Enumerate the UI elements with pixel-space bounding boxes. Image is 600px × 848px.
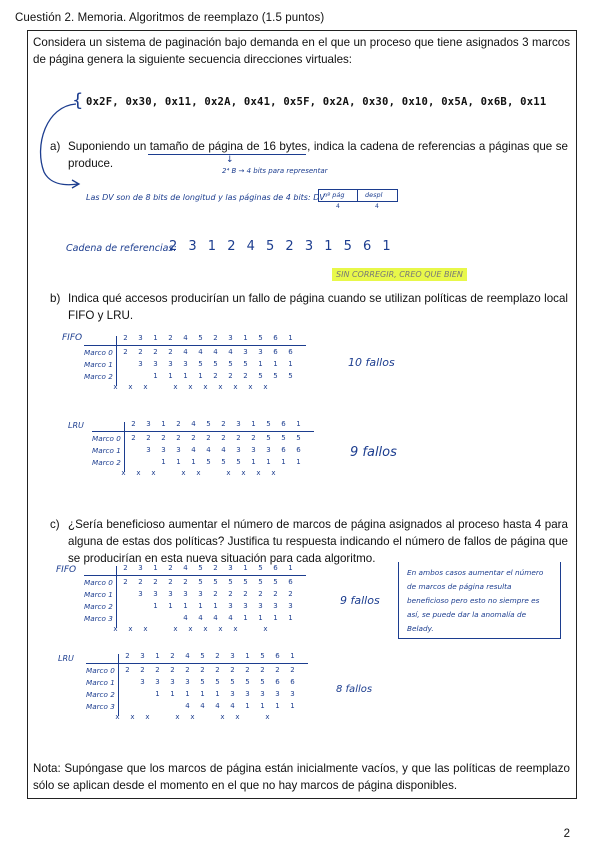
frame-cell: 5 — [245, 678, 250, 686]
frame-cell: 2 — [290, 666, 295, 674]
dv-field-divider — [357, 190, 358, 201]
table-header-cell: 3 — [228, 564, 233, 572]
fault-mark: x — [136, 469, 141, 477]
frame-cell: 2 — [213, 372, 218, 380]
table-header-cell: 6 — [281, 420, 286, 428]
frame-cell: 3 — [251, 446, 256, 454]
frame-cell: 3 — [275, 690, 280, 698]
table-header-cell: 3 — [236, 420, 241, 428]
fault-mark: x — [220, 713, 225, 721]
frame-label: Marco 2 — [92, 458, 121, 467]
fault-mark: x — [113, 383, 118, 391]
lru-result-c: 8 fallos — [336, 684, 373, 695]
frame-cell: 1 — [245, 702, 250, 710]
frame-cell: 3 — [153, 590, 158, 598]
frame-cell: 3 — [290, 690, 295, 698]
frame-cell: 1 — [273, 614, 278, 622]
frame-cell: 1 — [288, 614, 293, 622]
frame-cell: 3 — [168, 590, 173, 598]
fault-mark: x — [203, 625, 208, 633]
fault-mark: x — [121, 469, 126, 477]
table-row — [84, 360, 300, 372]
table-header-cell: 1 — [155, 652, 160, 660]
frame-cell: 1 — [251, 458, 256, 466]
frame-cell: 1 — [168, 602, 173, 610]
fault-mark: x — [128, 383, 133, 391]
table-header-cell: 6 — [273, 334, 278, 342]
frame-cell: 3 — [266, 446, 271, 454]
frame-cell: 1 — [191, 458, 196, 466]
frame-cell: 1 — [170, 690, 175, 698]
table-header-cell: 4 — [185, 652, 190, 660]
frame-cell: 3 — [245, 690, 250, 698]
frame-cell: 4 — [221, 446, 226, 454]
fault-mark: x — [235, 713, 240, 721]
table-header-cell: 1 — [288, 564, 293, 572]
frame-label: Marco 0 — [84, 578, 113, 587]
frame-cell: 5 — [228, 360, 233, 368]
frame-cell: 1 — [281, 458, 286, 466]
frame-cell: 3 — [138, 360, 143, 368]
frame-cell: 3 — [183, 590, 188, 598]
footer-note: Nota: Supóngase que los marcos de página están inicialmente vacíos, y que las políticas de reemplazo sólo se aplican desde el momento en el que no hay marcos de página disponibles. — [33, 762, 570, 792]
frame-cell: 1 — [198, 602, 203, 610]
lru-result-b: 9 fallos — [350, 445, 397, 460]
fault-row — [92, 469, 308, 481]
fault-mark: x — [188, 625, 193, 633]
frame-cell: 6 — [288, 578, 293, 586]
frame-cell: 2 — [273, 590, 278, 598]
sequence-brace: { — [72, 90, 84, 111]
frame-cell: 1 — [273, 360, 278, 368]
table-header-cell: 3 — [138, 564, 143, 572]
table-header-cell: 2 — [170, 652, 175, 660]
fifo-result-c: 9 fallos — [340, 594, 380, 607]
reference-chain: 2 3 1 2 4 5 2 3 1 5 6 1 — [169, 239, 391, 254]
frame-cell: 5 — [236, 458, 241, 466]
comment-text: En ambos casos aumentar el número de marcos de página resulta beneficioso pero esto no siempre es así, se puede dar la anomalía de Belady. — [407, 568, 544, 633]
fault-row — [84, 625, 300, 637]
frame-cell: 2 — [236, 434, 241, 442]
frame-cell: 5 — [206, 458, 211, 466]
frame-cell: 5 — [296, 434, 301, 442]
frame-cell: 4 — [228, 348, 233, 356]
fault-mark: x — [233, 383, 238, 391]
frame-cell: 2 — [140, 666, 145, 674]
dv-field-offset: despl — [365, 191, 383, 199]
frame-cell: 4 — [185, 702, 190, 710]
frame-cell: 1 — [176, 458, 181, 466]
frame-cell: 2 — [191, 434, 196, 442]
frame-cell: 2 — [138, 578, 143, 586]
fault-mark: x — [233, 625, 238, 633]
dv-note: Las DV son de 8 bits de longitud y las páginas de 4 bits: DV — [86, 193, 325, 202]
table-header-cell: 5 — [198, 334, 203, 342]
frame-cell: 5 — [266, 434, 271, 442]
frame-cell: 2 — [183, 578, 188, 586]
frame-cell: 5 — [215, 678, 220, 686]
fault-mark: x — [181, 469, 186, 477]
frame-cell: 1 — [258, 360, 263, 368]
frame-cell: 2 — [123, 578, 128, 586]
frame-cell: 3 — [153, 360, 158, 368]
frame-cell: 3 — [183, 360, 188, 368]
frame-cell: 3 — [243, 348, 248, 356]
frame-cell: 1 — [198, 372, 203, 380]
table-header-cell: 2 — [221, 420, 226, 428]
intro-text: Considera un sistema de paginación bajo demanda en el que un proceso que tiene asignados 3 marcos de página genera la siguiente secuencia direcciones virtuales: — [33, 36, 570, 66]
frame-label: Marco 1 — [92, 446, 121, 455]
frame-cell: 2 — [185, 666, 190, 674]
frame-cell: 2 — [123, 348, 128, 356]
table-row — [84, 348, 300, 360]
frame-cell: 1 — [266, 458, 271, 466]
frame-cell: 2 — [125, 666, 130, 674]
fault-mark: x — [248, 383, 253, 391]
frame-cell: 3 — [243, 602, 248, 610]
fault-mark: x — [130, 713, 135, 721]
frame-cell: 5 — [213, 360, 218, 368]
table-header-cell: 2 — [213, 334, 218, 342]
fault-mark: x — [271, 469, 276, 477]
frame-cell: 2 — [221, 434, 226, 442]
lru-table-c — [86, 652, 326, 728]
fifo-result-b: 10 fallos — [348, 356, 395, 369]
frame-cell: 3 — [168, 360, 173, 368]
fault-mark: x — [175, 713, 180, 721]
fault-mark: x — [263, 625, 268, 633]
frame-cell: 1 — [185, 690, 190, 698]
frame-cell: 2 — [138, 348, 143, 356]
table-header-cell: 5 — [206, 420, 211, 428]
frame-cell: 2 — [168, 348, 173, 356]
frame-cell: 4 — [206, 446, 211, 454]
frame-cell: 5 — [273, 372, 278, 380]
frame-cell: 5 — [258, 578, 263, 586]
lru-title-c: LRU — [58, 654, 74, 663]
frame-cell: 1 — [213, 602, 218, 610]
frame-cell: 5 — [288, 372, 293, 380]
frame-cell: 2 — [176, 434, 181, 442]
frame-cell: 3 — [198, 590, 203, 598]
table-header-cell: 5 — [258, 564, 263, 572]
frame-cell: 6 — [275, 678, 280, 686]
table-header-cell: 5 — [260, 652, 265, 660]
frame-cell: 2 — [153, 578, 158, 586]
table-header-cell: 4 — [183, 334, 188, 342]
frame-cell: 2 — [213, 590, 218, 598]
frame-cell: 3 — [288, 602, 293, 610]
frame-label: Marco 3 — [86, 702, 115, 711]
frame-cell: 3 — [176, 446, 181, 454]
table-header-cell: 2 — [131, 420, 136, 428]
part-c-label: c) — [50, 518, 60, 531]
frame-cell: 2 — [243, 590, 248, 598]
frame-cell: 1 — [168, 372, 173, 380]
fault-mark: x — [143, 625, 148, 633]
frame-cell: 3 — [260, 690, 265, 698]
frame-label: Marco 2 — [84, 372, 113, 381]
frame-cell: 2 — [153, 348, 158, 356]
frame-cell: 2 — [131, 434, 136, 442]
fault-mark: x — [263, 383, 268, 391]
frame-cell: 5 — [228, 578, 233, 586]
fault-mark: x — [218, 383, 223, 391]
fault-mark: x — [115, 713, 120, 721]
frame-cell: 1 — [215, 690, 220, 698]
dv-field-box — [318, 189, 398, 202]
frame-cell: 3 — [273, 602, 278, 610]
frame-cell: 2 — [258, 590, 263, 598]
table-header-cell: 1 — [153, 334, 158, 342]
frame-label: Marco 3 — [84, 614, 113, 623]
frame-cell: 4 — [183, 614, 188, 622]
table-row — [86, 666, 302, 678]
fault-mark: x — [203, 383, 208, 391]
fault-mark: x — [190, 713, 195, 721]
frame-cell: 5 — [213, 578, 218, 586]
fault-mark: x — [128, 625, 133, 633]
fault-mark: x — [218, 625, 223, 633]
frame-cell: 2 — [155, 666, 160, 674]
frame-label: Marco 0 — [84, 348, 113, 357]
table-header-cell: 1 — [243, 334, 248, 342]
table-header-cell: 3 — [146, 420, 151, 428]
table-header-cell: 1 — [288, 334, 293, 342]
frame-cell: 3 — [236, 446, 241, 454]
table-header-cell: 2 — [123, 334, 128, 342]
fault-row — [86, 713, 302, 725]
part-a-label: a) — [50, 140, 61, 153]
part-c-text: ¿Sería beneficioso aumentar el número de marcos de página asignados al proceso hasta 4 para alguna de estas dos políticas? Justifica tu respuesta indicando el número de fallos de página que se producirían en esta nueva situación para cada algoritmo. — [68, 518, 568, 565]
frame-cell: 1 — [155, 690, 160, 698]
frame-cell: 1 — [288, 360, 293, 368]
frame-cell: 3 — [230, 690, 235, 698]
frame-cell: 3 — [155, 678, 160, 686]
frame-cell: 6 — [288, 348, 293, 356]
frame-cell: 1 — [296, 458, 301, 466]
table-row — [86, 678, 302, 690]
address-sequence: 0x2F, 0x30, 0x11, 0x2A, 0x41, 0x5F, 0x2A, 0x30, 0x10, 0x5A, 0x6B, 0x11 — [86, 96, 547, 108]
fifo-title-c: FIFO — [56, 565, 77, 575]
highlight-note: SIN CORREGIR, CREO QUE BIEN — [332, 268, 467, 281]
frame-cell: 3 — [138, 590, 143, 598]
frame-cell: 5 — [281, 434, 286, 442]
table-header-cell: 4 — [191, 420, 196, 428]
dv-page-bits: 4 — [336, 203, 340, 210]
frame-label: Marco 2 — [86, 690, 115, 699]
fifo-title-b: FIFO — [62, 333, 83, 343]
table-row — [84, 602, 300, 614]
table-header-cell: 5 — [200, 652, 205, 660]
table-header-cell: 3 — [230, 652, 235, 660]
fault-mark: x — [265, 713, 270, 721]
frame-cell: 2 — [200, 666, 205, 674]
frame-cell: 1 — [183, 372, 188, 380]
table-header-cell: 3 — [140, 652, 145, 660]
chain-label: Cadena de referencias: — [66, 243, 177, 254]
table-header-cell: 2 — [176, 420, 181, 428]
fault-row — [84, 383, 300, 395]
table-row — [92, 446, 308, 458]
table-header-cell: 2 — [125, 652, 130, 660]
frame-cell: 5 — [198, 360, 203, 368]
table-header-cell: 6 — [275, 652, 280, 660]
frame-cell: 5 — [198, 578, 203, 586]
frame-cell: 4 — [198, 614, 203, 622]
frame-cell: 3 — [228, 602, 233, 610]
table-header-cell: 1 — [245, 652, 250, 660]
frame-cell: 3 — [161, 446, 166, 454]
frame-cell: 2 — [168, 578, 173, 586]
frame-cell: 3 — [140, 678, 145, 686]
frame-cell: 4 — [200, 702, 205, 710]
frame-cell: 2 — [275, 666, 280, 674]
frame-cell: 2 — [230, 666, 235, 674]
table-row — [92, 434, 308, 446]
table-header-cell: 1 — [251, 420, 256, 428]
frame-cell: 5 — [258, 372, 263, 380]
dv-offset-bits: 4 — [375, 203, 379, 210]
frame-cell: 2 — [245, 666, 250, 674]
fault-mark: x — [226, 469, 231, 477]
fault-mark: x — [145, 713, 150, 721]
frame-cell: 2 — [146, 434, 151, 442]
down-arrow-icon: ↓ — [226, 155, 234, 165]
table-header-cell: 2 — [168, 564, 173, 572]
fifo-table-b — [84, 334, 324, 396]
frame-cell: 1 — [153, 372, 158, 380]
frame-cell: 6 — [296, 446, 301, 454]
fault-mark: x — [113, 625, 118, 633]
frame-cell: 4 — [191, 446, 196, 454]
frame-cell: 2 — [260, 666, 265, 674]
frame-label: Marco 0 — [86, 666, 115, 675]
fault-mark: x — [143, 383, 148, 391]
frame-label: Marco 1 — [86, 678, 115, 687]
frame-cell: 2 — [228, 590, 233, 598]
frame-cell: 1 — [183, 602, 188, 610]
frame-cell: 5 — [221, 458, 226, 466]
frame-label: Marco 1 — [84, 590, 113, 599]
page-header: Cuestión 2. Memoria. Algoritmos de reemplazo (1.5 puntos) — [15, 12, 325, 24]
table-header-cell: 2 — [215, 652, 220, 660]
table-header-cell: 2 — [168, 334, 173, 342]
table-header-cell: 6 — [273, 564, 278, 572]
frame-cell: 1 — [290, 702, 295, 710]
frame-cell: 2 — [288, 590, 293, 598]
table-header-cell: 1 — [296, 420, 301, 428]
frame-cell: 1 — [200, 690, 205, 698]
frame-cell: 1 — [260, 702, 265, 710]
table-header-cell: 2 — [213, 564, 218, 572]
fault-mark: x — [241, 469, 246, 477]
frame-cell: 4 — [183, 348, 188, 356]
frame-cell: 2 — [243, 372, 248, 380]
frame-cell: 2 — [251, 434, 256, 442]
frame-cell: 5 — [260, 678, 265, 686]
page-number: 2 — [563, 828, 570, 840]
table-header-cell: 3 — [228, 334, 233, 342]
frame-cell: 1 — [275, 702, 280, 710]
table-header-cell: 3 — [138, 334, 143, 342]
table-row — [84, 578, 300, 590]
frame-cell: 6 — [273, 348, 278, 356]
frame-cell: 5 — [273, 578, 278, 586]
frame-cell: 5 — [230, 678, 235, 686]
bits-annotation: 2⁴ B → 4 bits para representar — [222, 167, 328, 175]
frame-label: Marco 0 — [92, 434, 121, 443]
frame-cell: 1 — [258, 614, 263, 622]
frame-cell: 1 — [161, 458, 166, 466]
fault-mark: x — [196, 469, 201, 477]
frame-cell: 4 — [215, 702, 220, 710]
part-b-label: b) — [50, 292, 61, 305]
comment-box — [398, 562, 561, 639]
table-header-cell: 5 — [258, 334, 263, 342]
frame-cell: 4 — [228, 614, 233, 622]
frame-cell: 2 — [170, 666, 175, 674]
lru-title-b: LRU — [68, 421, 84, 430]
table-header-cell: 5 — [266, 420, 271, 428]
table-header-cell: 1 — [243, 564, 248, 572]
fifo-table-c — [84, 564, 324, 640]
frame-cell: 2 — [206, 434, 211, 442]
table-header-cell: 1 — [161, 420, 166, 428]
frame-cell: 4 — [213, 614, 218, 622]
frame-cell: 3 — [258, 602, 263, 610]
frame-cell: 3 — [185, 678, 190, 686]
table-header-cell: 2 — [123, 564, 128, 572]
lru-table-b — [92, 420, 332, 482]
fault-mark: x — [173, 625, 178, 633]
frame-cell: 4 — [230, 702, 235, 710]
dv-field-page: nº pág — [323, 191, 345, 199]
fault-mark: x — [173, 383, 178, 391]
frame-cell: 1 — [153, 602, 158, 610]
frame-cell: 1 — [243, 614, 248, 622]
frame-cell: 4 — [213, 348, 218, 356]
table-header-cell: 1 — [153, 564, 158, 572]
frame-cell: 2 — [228, 372, 233, 380]
table-header-cell: 4 — [183, 564, 188, 572]
table-row — [86, 690, 302, 702]
frame-cell: 6 — [290, 678, 295, 686]
frame-label: Marco 1 — [84, 360, 113, 369]
fault-mark: x — [151, 469, 156, 477]
frame-cell: 2 — [215, 666, 220, 674]
part-a-text: Suponiendo un tamaño de página de 16 bytes, indica la cadena de referencias a páginas que se produce. — [68, 140, 568, 170]
frame-label: Marco 2 — [84, 602, 113, 611]
frame-cell: 5 — [243, 360, 248, 368]
frame-cell: 6 — [281, 446, 286, 454]
frame-cell: 3 — [258, 348, 263, 356]
table-row — [84, 590, 300, 602]
frame-cell: 3 — [170, 678, 175, 686]
frame-cell: 5 — [243, 578, 248, 586]
fault-mark: x — [256, 469, 261, 477]
frame-cell: 2 — [161, 434, 166, 442]
table-header-cell: 5 — [198, 564, 203, 572]
frame-cell: 4 — [198, 348, 203, 356]
frame-cell: 3 — [146, 446, 151, 454]
fault-mark: x — [188, 383, 193, 391]
part-b-text: Indica qué accesos producirían un fallo de página cuando se utilizan políticas de reemplazo local FIFO y LRU. — [68, 292, 568, 322]
table-header-cell: 1 — [290, 652, 295, 660]
frame-cell: 5 — [200, 678, 205, 686]
